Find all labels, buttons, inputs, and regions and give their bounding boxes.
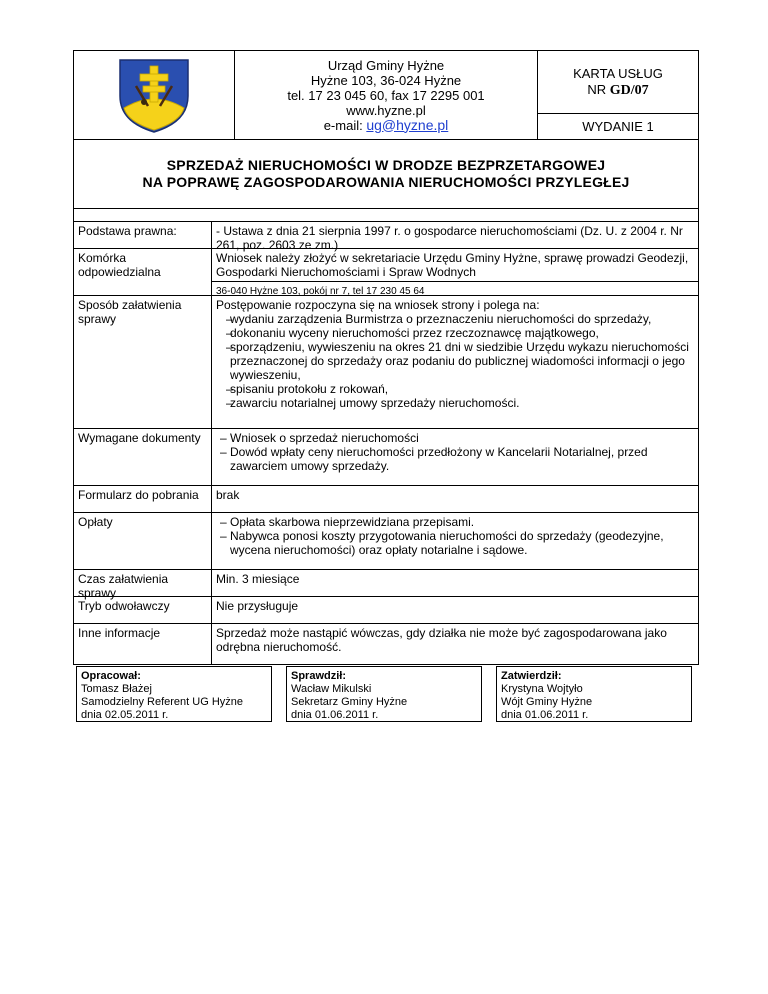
signature-prepared: Opracował: Tomasz Błażej Samodzielny Referent UG Hyżne dnia 02.05.2011 r.	[76, 666, 272, 722]
row-value: Nie przysługuje	[216, 599, 299, 613]
row-value: Min. 3 miesiące	[216, 572, 300, 586]
procedure-list	[216, 312, 694, 410]
row-label: Opłaty	[74, 513, 212, 569]
list-item: – sporządzeniu, wywieszeniu na okres 21 dni w siedzibie Urzędu wykazu nieruchomości przeznaczonej do sprzedaży oraz podaniu do publicznej wiadomości informacji o jego wywieszeniu,	[216, 340, 694, 382]
header	[74, 51, 698, 140]
row-value: Sprzedaż może nastąpić wówczas, gdy działka nie może być zagospodarowana jako odrębna nieruchomość.	[216, 626, 667, 654]
row-label: Tryb odwoławczy	[74, 597, 212, 623]
office-email-line	[324, 118, 449, 133]
procedure-intro: Postępowanie rozpoczyna się na wniosek strony i polega na:	[216, 298, 540, 312]
row-label: Inne informacje	[74, 624, 212, 664]
row-other	[74, 624, 698, 664]
documents-list	[216, 431, 694, 473]
office-address: Hyżne 103, 36-024 Hyżne	[310, 72, 462, 88]
row-value: - Ustawa z dnia 21 sierpnia 1997 r. o gospodarce nieruchomościami (Dz. U. z 2004 r. Nr 261, poz. 2603 ze zm.)	[216, 224, 683, 252]
list-item: – Dowód wpłaty ceny nieruchomości przedłożony w Kancelarii Notarialnej, przed zawarciem umowy sprzedaży.	[216, 445, 694, 473]
list-item: – dokonaniu wyceny nieruchomości przez rzeczoznawcę majątkowego,	[216, 326, 694, 340]
row-appeal	[74, 597, 698, 624]
card-number: NR GD/07	[587, 81, 649, 98]
unit-address: 36-040 Hyżne 103, pokój nr 7, tel 17 230 45 64	[216, 286, 425, 297]
row-label: Wymagane dokumenty	[74, 429, 212, 485]
title-line-2: NA POPRAWĘ ZAGOSPODAROWANIA NIERUCHOMOŚCI PRZYLEGŁEJ	[142, 174, 630, 190]
title-line-1: SPRZEDAŻ NIERUCHOMOŚCI W DRODZE BEZPRZETARGOWEJ	[166, 157, 606, 173]
row-value: brak	[216, 488, 240, 502]
coat-of-arms	[74, 51, 235, 139]
list-item: – zawarciu notarialnej umowy sprzedaży nieruchomości.	[216, 396, 694, 410]
list-item: – Opłata skarbowa nieprzewidziana przepisami.	[216, 515, 694, 529]
fees-list	[216, 515, 694, 557]
row-procedure	[74, 296, 698, 429]
row-fees	[74, 513, 698, 570]
list-item: – wydaniu zarządzenia Burmistrza o przeznaczeniu nieruchomości do sprzedaży,	[216, 312, 694, 326]
list-item: – spisaniu protokołu z rokowań,	[216, 382, 694, 396]
email-label: e-mail:	[323, 117, 363, 133]
card-title: KARTA USŁUG	[573, 65, 663, 81]
office-address-block	[235, 51, 538, 139]
list-item: – Wniosek o sprzedaż nieruchomości	[216, 431, 694, 445]
row-form	[74, 486, 698, 513]
service-card	[73, 50, 699, 665]
row-documents	[74, 429, 698, 486]
signature-checked: Sprawdził: Wacław Mikulski Sekretarz Gminy Hyżne dnia 01.06.2011 r.	[286, 666, 482, 722]
row-value: Wniosek należy złożyć w sekretariacie Urzędu Gminy Hyżne, sprawę prowadzi Geodezji, Gospodarki Nieruchomościami i Spraw Wodnych	[212, 249, 698, 282]
row-label: Czas załatwienia sprawy	[74, 570, 212, 596]
signature-table	[76, 666, 706, 722]
row-label: Podstawa prawna:	[74, 222, 212, 248]
document-title	[74, 140, 698, 209]
office-website: www.hyzne.pl	[346, 102, 426, 118]
row-label: Sposób załatwienia sprawy	[74, 296, 212, 428]
email-link[interactable]: ug@hyzne.pl	[366, 116, 449, 133]
list-item: – Nabywca ponosi koszty przygotowania nieruchomości do sprzedaży (geodezyjne, wycena nieruchomości) oraz opłaty notarialne i sądowe.	[216, 529, 694, 557]
office-name: Urząd Gminy Hyżne	[327, 57, 445, 73]
signature-approved: Zatwierdził: Krystyna Wojtyło Wójt Gminy Hyżne dnia 01.06.2011 r.	[496, 666, 692, 722]
row-unit	[74, 249, 698, 296]
card-number-block	[538, 51, 698, 114]
row-time	[74, 570, 698, 600]
office-phone: tel. 17 23 045 60, fax 17 2295 001	[287, 87, 485, 103]
card-info	[538, 51, 698, 139]
row-label: Formularz do pobrania	[74, 486, 212, 512]
coat-of-arms-icon	[114, 56, 194, 134]
row-legal-basis	[74, 221, 698, 252]
row-label: Komórka odpowiedzialna	[74, 249, 212, 295]
edition: WYDANIE 1	[582, 119, 654, 134]
